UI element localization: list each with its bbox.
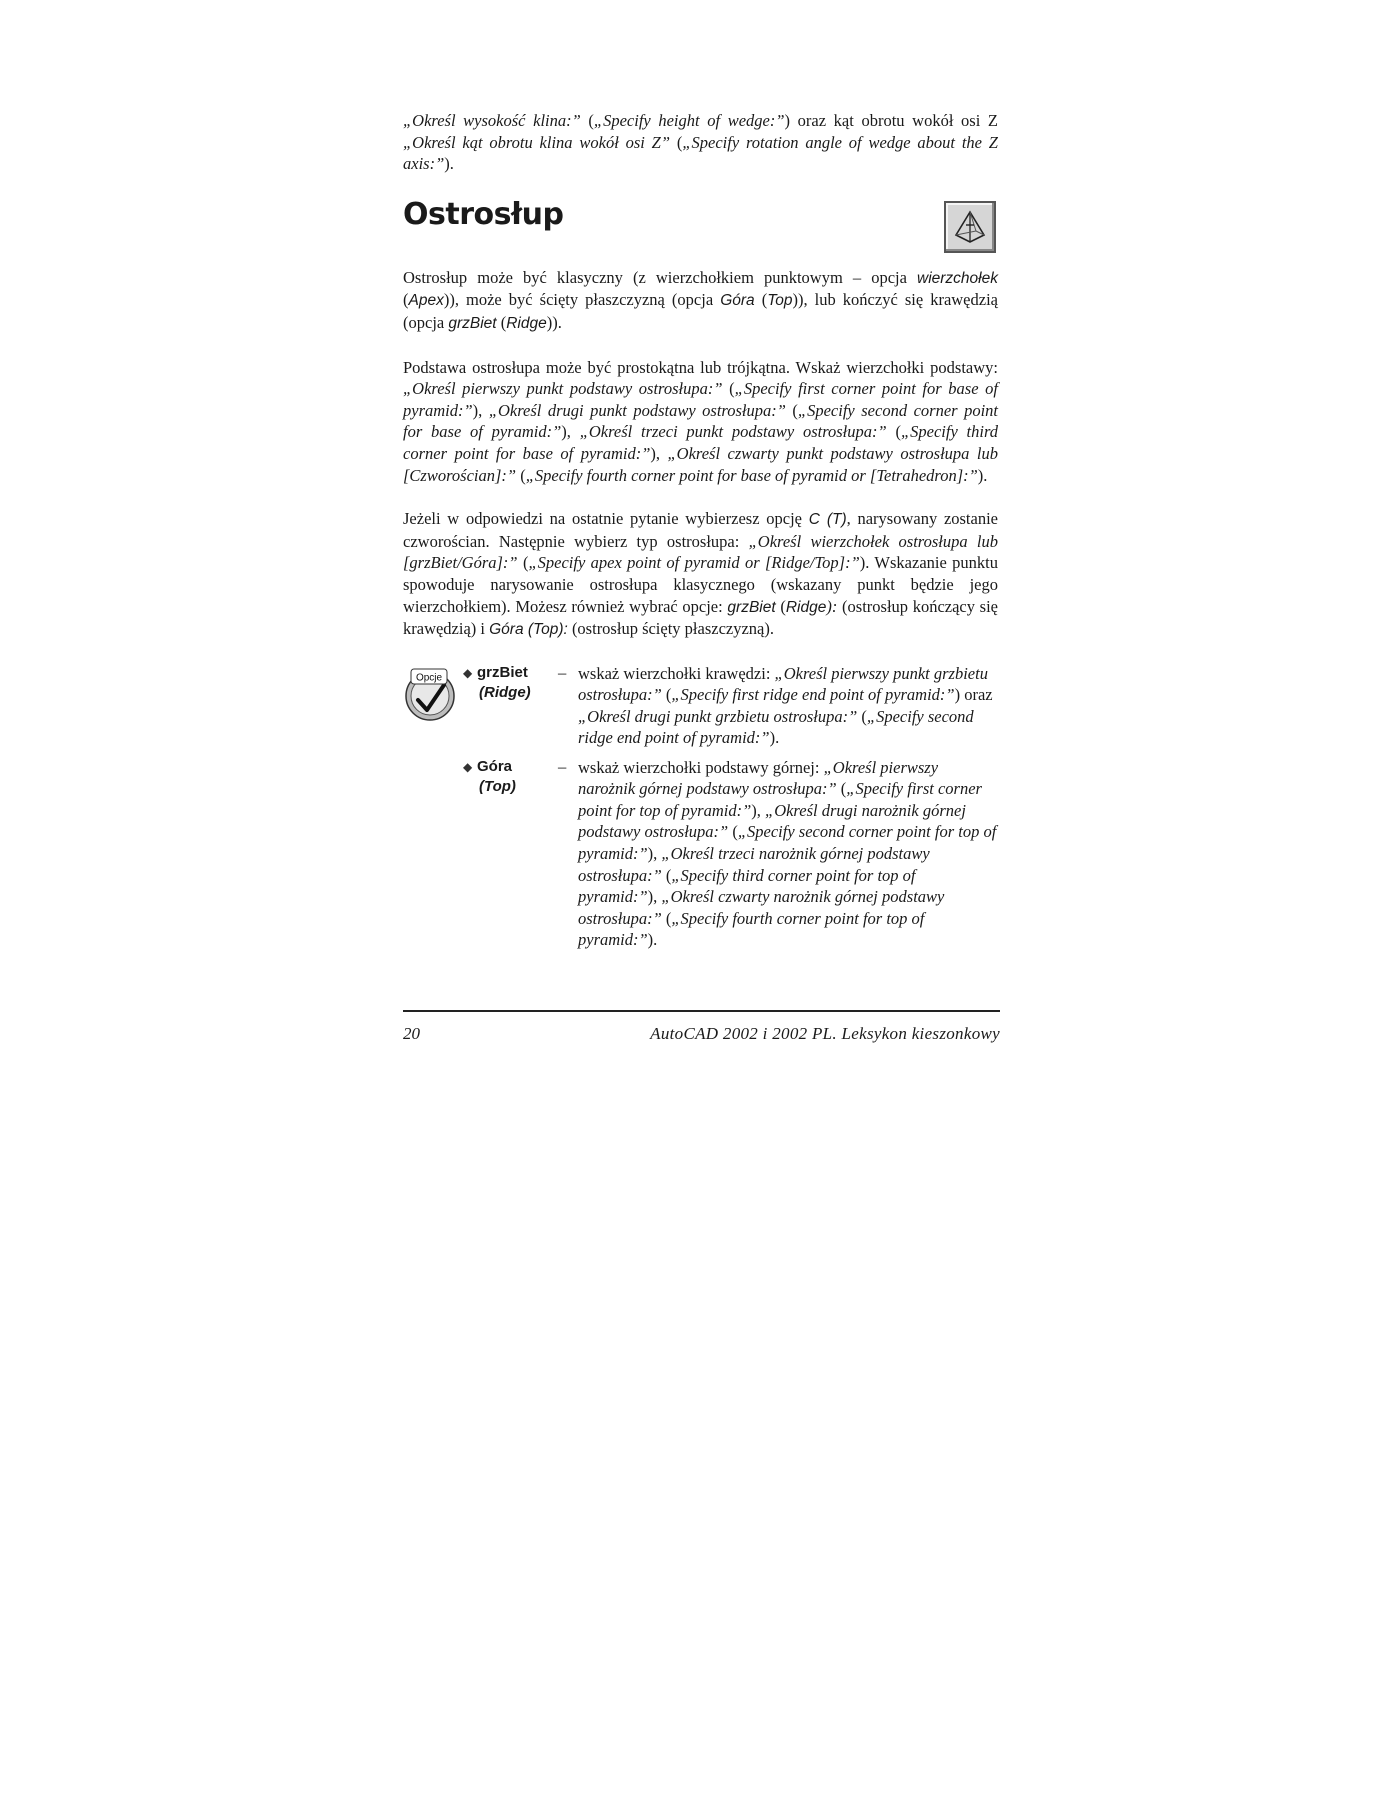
prompt-text: „Specify second ridge end point of pyramid:” (578, 706, 974, 748)
text: ), (650, 443, 668, 463)
prompt-text: „Określ drugi narożnik górnej podstawy ostrosłupa:” (578, 800, 966, 842)
prompt-text: „Określ trzeci punkt podstawy ostrosłupa:” (579, 422, 887, 442)
option-keyword: Apex (408, 292, 444, 310)
tetrahedron-paragraph (403, 508, 998, 641)
text: ( (516, 465, 526, 485)
prompt-text: „Określ pierwszy punkt podstawy ostrosłupa:” (403, 379, 723, 399)
text: wskaż wierzchołki krawędzi: (578, 663, 775, 683)
text: ( (517, 553, 529, 573)
text: ) oraz (954, 685, 993, 705)
footer-divider (403, 1010, 1000, 1012)
prompt-text: „Określ pierwszy narożnik górnej podstawy ostrosłupa:” (578, 757, 939, 799)
prompt-text: „Specify first corner point for top of pyramid:” (578, 779, 982, 820)
text: ( (785, 400, 798, 420)
option-key: grzBiet (477, 663, 528, 681)
text: ): (826, 596, 838, 616)
text: ( (754, 290, 768, 310)
text: Ostrosłup może być klasyczny (z wierzchołkiem punktowym – opcja (403, 267, 918, 287)
pyramid-toolbar-button (944, 201, 996, 253)
checkmark-icon (403, 665, 457, 723)
prompt-text: „Specify apex point of pyramid or [Ridge/Top]:” (528, 553, 860, 573)
pyramid-types-paragraph (403, 267, 998, 335)
page-number: 20 (403, 1024, 420, 1043)
prompt-text: „Określ czwarty punkt podstawy ostrosłupa lub [Czworościan]:” (403, 443, 998, 485)
text: ), (472, 400, 489, 420)
pyramid-icon (952, 209, 988, 245)
option-keyword: wierzchołek (917, 269, 998, 287)
option-keyword: Ridge (785, 598, 827, 616)
prompt-text: „Określ czwarty narożnik górnej podstawy ostrosłupa:” (578, 887, 945, 928)
text: ( (728, 822, 738, 842)
prompt-text: „Specify fourth corner point for base of pyramid or [Tetrahedron]:” (525, 465, 978, 485)
text: ). (647, 930, 658, 950)
prompt-text: „Specify third corner point for top of pyramid:” (578, 865, 916, 907)
diamond-bullet-icon: ◆ (463, 665, 473, 680)
prompt-text: „Określ pierwszy punkt grzbietu ostrosłupa:” (578, 663, 988, 705)
text: wskaż wierzchołki podstawy górnej: (578, 757, 824, 777)
option-keyword: Ridge (506, 314, 547, 332)
text: ( (857, 706, 867, 726)
section-header (403, 197, 998, 259)
prompt-text: „Określ drugi punkt podstawy ostrosłupa:” (488, 400, 786, 420)
prompt-text: „Specify second corner point for top of pyramid:” (578, 822, 997, 864)
text: ). (444, 154, 454, 174)
option-name (463, 663, 555, 702)
prompt-text: „Określ wierzchołek ostrosłupa lub [grzBiet/Góra]:” (403, 531, 998, 573)
diamond-bullet-icon: ◆ (463, 759, 473, 774)
prompt-text: „Specify rotation angle of wedge about the Z axis:” (403, 132, 998, 174)
options-section (403, 663, 998, 963)
base-points-paragraph (403, 357, 998, 487)
text: ), (647, 887, 662, 907)
text: ). (769, 728, 780, 748)
page-content (403, 110, 998, 963)
text: ( (886, 422, 901, 442)
text: Jeżeli w odpowiedzi na ostatnie pytanie wybierzesz opcję (403, 509, 809, 529)
prompt-text: „Określ wysokość klina:” (403, 111, 581, 130)
text: )), lub kończyć się krawędzią (opcja (403, 290, 998, 332)
prompt-text: „Specify height of wedge:” (593, 111, 785, 130)
book-title: AutoCAD 2002 i 2002 PL. Leksykon kieszonkowy (650, 1024, 1000, 1043)
text: ( (836, 779, 847, 799)
text: ), (561, 422, 580, 442)
text: (ostrosłup kończący się krawędzią) i (403, 596, 999, 639)
text: Podstawa ostrosłupa może być prostokątna lub trójkątna. Wskaż wierzchołki podstawy: (403, 357, 998, 377)
option-keyword: grzBiet (448, 314, 497, 332)
option-alt: (Top) (479, 777, 516, 795)
option-description (578, 663, 998, 749)
text: ( (403, 290, 409, 310)
text: , narysowany zostanie czworościan. Następnie wybierz typ ostrosłupa: (403, 509, 999, 551)
option-description (578, 757, 998, 951)
options-badge (403, 665, 457, 723)
prompt-text: „Specify fourth corner point for top of pyramid:” (578, 908, 925, 950)
section-title: Ostrosłup (403, 196, 564, 232)
prompt-text: „Określ trzeci narożnik górnej podstawy ostrosłupa:” (578, 844, 930, 885)
option-alt: (Ridge) (479, 683, 531, 701)
option-keyword: Góra (Top): (489, 621, 568, 639)
text: ( (496, 312, 507, 332)
dash: – (558, 662, 567, 682)
text: ( (670, 132, 683, 152)
text: ( (661, 865, 672, 885)
option-keyword: Góra (720, 292, 755, 310)
text: ). Wskazanie punktu spowoduje narysowanie ostrosłupa klasycznego (wskazany punkt będzie jego wierzchołkiem). Możesz również wybrać opcje: (403, 553, 998, 616)
option-keyword: Top (767, 292, 793, 310)
text: )), może być ścięty płaszczyzną (opcja (443, 290, 721, 310)
dash: – (558, 756, 567, 776)
prompt-text: „Specify second corner point for base of pyramid:” (403, 400, 998, 442)
text: ( (661, 908, 672, 928)
text: ( (580, 111, 594, 130)
text: ). (977, 465, 988, 485)
text: ) oraz kąt obrotu wokół osi Z (784, 111, 998, 130)
prompt-text: „Specify first ridge end point of pyramid:” (671, 685, 955, 705)
intro-paragraph (403, 110, 998, 175)
text: ( (722, 379, 735, 399)
option-keyword: grzBiet (727, 598, 776, 616)
prompt-text: „Specify first corner point for base of pyramid:” (403, 379, 999, 420)
options-badge-label: Opcje (415, 672, 443, 684)
prompt-text: „Określ kąt obrotu klina wokół osi Z” (403, 132, 671, 152)
text: ), (647, 844, 662, 864)
text: (ostrosłup ścięty płaszczyzną). (567, 619, 774, 639)
option-name (463, 757, 555, 796)
prompt-text: „Specify third corner point for base of pyramid:” (403, 422, 999, 463)
text: )). (546, 312, 562, 332)
prompt-text: „Określ drugi punkt grzbietu ostrosłupa:” (578, 706, 858, 726)
option-keyword: C (T) (808, 511, 847, 529)
option-key: Góra (477, 757, 513, 775)
text: ), (751, 800, 766, 820)
text: ( (661, 685, 672, 705)
text: ( (775, 596, 786, 616)
